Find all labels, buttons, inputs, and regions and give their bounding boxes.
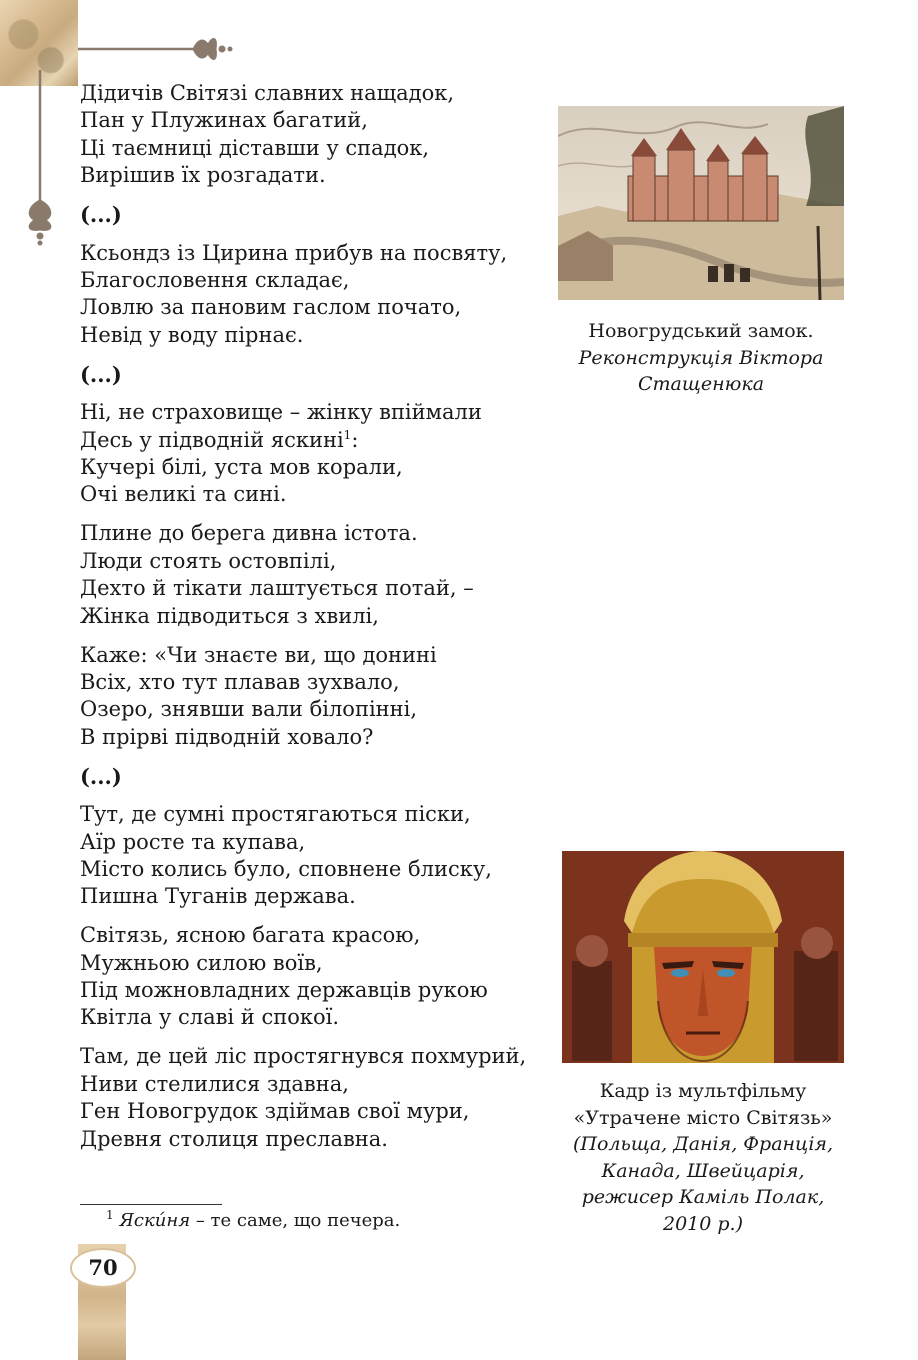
- page-number: 70: [70, 1248, 136, 1288]
- poem-line: Очі великі та сині.: [80, 482, 287, 507]
- poem-line: Дідичів Світязі славних нащадок,: [80, 81, 455, 105]
- caption-line: Кадр із мультфільму: [599, 1080, 807, 1102]
- stanza: [80, 922, 550, 1032]
- stanza: [80, 240, 550, 350]
- poem-line: Ген Новогрудок здіймав свої мури,: [80, 1099, 470, 1124]
- poem-line: Люди стоять остовпілі,: [80, 548, 337, 573]
- poem-line: Каже: «Чи знаєте ви, що донині: [80, 642, 437, 667]
- poem-line: Плине до берега дивна істота.: [80, 521, 418, 546]
- poem-line: Ксьондз із Цирина прибув на посвяту,: [80, 240, 508, 265]
- poem-line: Ці таємниці діставши у спадок,: [80, 135, 430, 160]
- poem-line: Пан у Плужинах багатий,: [80, 108, 368, 133]
- poem-line: Вирішив їх розгадати.: [80, 163, 326, 188]
- poem-line: Місто колись було, сповнене блиску,: [80, 856, 492, 881]
- poem-line: Аїр росте та купава,: [80, 829, 306, 854]
- poem-line: Ниви стелилися здавна,: [80, 1071, 349, 1096]
- stanza: [80, 520, 550, 630]
- caption-line: Канада, Швейцарія,: [601, 1159, 805, 1182]
- poem-line: Озеро, знявши вали білопінні,: [80, 697, 418, 722]
- omission-mark: (...): [80, 202, 122, 228]
- caption-line: «Утрачене місто Світязь»: [573, 1106, 833, 1129]
- caption-line: 2010 р.): [662, 1212, 743, 1235]
- poem-line: Всіх, хто тут плавав зухвало,: [80, 669, 400, 694]
- footnote-mark: 1: [106, 1208, 114, 1222]
- poem-line: Пишна Туганів держава.: [80, 884, 356, 909]
- poem-line: Жінка підводиться з хвилі,: [80, 603, 379, 628]
- stanza: [80, 80, 550, 190]
- stanza: [80, 642, 550, 752]
- footnote-divider: [80, 1204, 222, 1205]
- poem-line: Кучері білі, уста мов корали,: [80, 455, 403, 480]
- poem-line: Там, де цей ліс простягнувся похмурий,: [80, 1044, 527, 1069]
- castle-illustration: [558, 106, 844, 300]
- poem-line: Мужньою силою воїв,: [80, 950, 323, 975]
- caption-line: Новогрудський замок.: [588, 320, 814, 342]
- footnote-definition: – те саме, що печера.: [190, 1210, 401, 1231]
- omission-mark: (...): [80, 361, 122, 387]
- omission-mark: (...): [80, 763, 122, 789]
- footnote-term: Яски́ня: [119, 1210, 191, 1231]
- poem-line: Десь у підводній яскині$^1$:: [80, 427, 359, 452]
- poem-line: Ловлю за пановим гаслом почато,: [80, 295, 462, 320]
- stanza: [80, 1043, 550, 1153]
- poem-line: Древня столиця преславна.: [80, 1126, 388, 1151]
- poem-line: Благословення складає,: [80, 268, 350, 293]
- poem-line: Тут, де сумні простягаються піски,: [80, 802, 471, 827]
- footnote: [106, 1210, 400, 1231]
- caption-line: Стащенюка: [637, 373, 765, 395]
- stanza: [80, 801, 550, 911]
- stanza: [80, 399, 550, 509]
- poem-line: Під можновладних державців рукою: [80, 978, 488, 1003]
- cartoon-frame-illustration: [562, 851, 844, 1063]
- footnote-ref: 1: [343, 427, 352, 442]
- cartoon-caption: [556, 1078, 850, 1237]
- poem-line: Квітла у славі й спокої.: [80, 1005, 340, 1030]
- poem-line: В прірві підводній ховало?: [80, 724, 374, 749]
- caption-line: (Польща, Данія, Франція,: [572, 1133, 834, 1155]
- castle-caption: [558, 318, 844, 398]
- poem-line: Світязь, ясною багата красою,: [80, 923, 421, 948]
- poem-line: Ні, не страховище – жінку впіймали: [80, 400, 482, 425]
- caption-line: режисер Каміль Полак,: [581, 1186, 825, 1208]
- poem-line: Невід у воду пірнає.: [80, 322, 304, 347]
- poem: [80, 80, 550, 1165]
- caption-line: Реконструкція Віктора: [578, 346, 824, 369]
- poem-line: Дехто й тікати лаштується потай, –: [80, 576, 474, 601]
